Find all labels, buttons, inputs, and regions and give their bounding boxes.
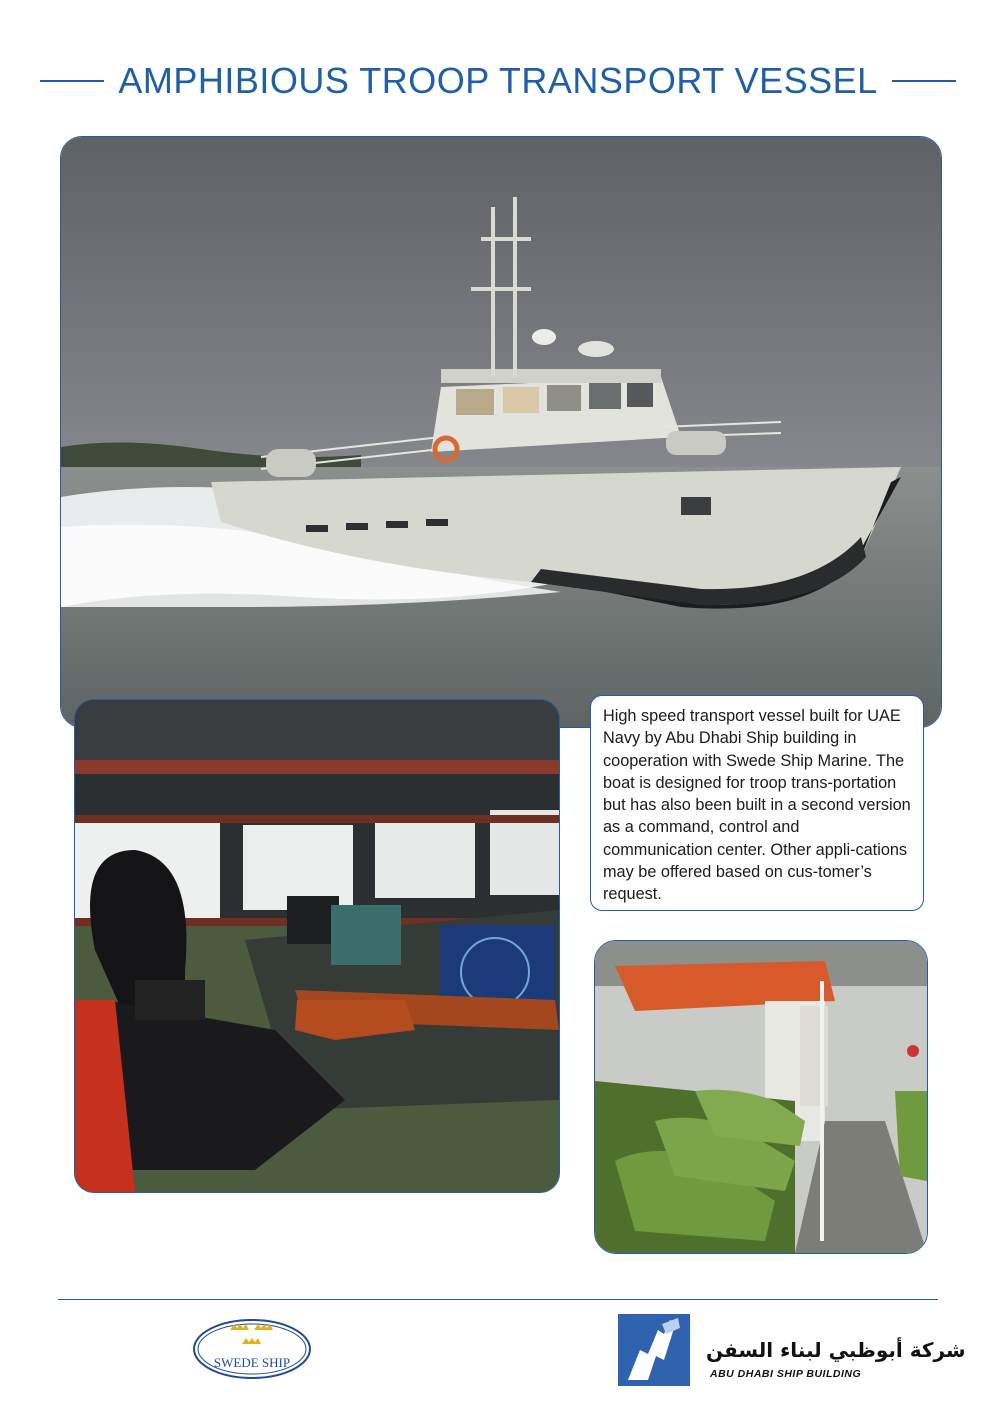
footer-rule <box>58 1299 938 1300</box>
bridge-photo <box>74 699 560 1193</box>
abu-dhabi-ship-building-logo <box>618 1310 966 1398</box>
description-text: High speed transport vessel built for UAE Navy by Abu Dhabi Ship building in cooperation with Swede Ship Marine. The boat is designed for troop trans-portation but has also been built in a second version as a command, control and communication center. Other appli-cations may be offered based on cus-tomer’s request. <box>603 707 911 904</box>
description-box <box>590 695 924 911</box>
title-rule-right <box>892 80 956 82</box>
vessel-photo <box>60 136 942 728</box>
abu-dhabi-logo-english: ABU DHABI SHIP BUILDING <box>710 1368 862 1380</box>
swede-ship-logo <box>192 1318 312 1380</box>
cabin-photo <box>594 940 928 1254</box>
page-title: AMPHIBIOUS TROOP TRANSPORT VESSEL <box>118 60 878 101</box>
title-rule-left <box>40 80 104 82</box>
abu-dhabi-logo-arabic: شركة أبوظبي لبناء السفن <box>706 1338 966 1362</box>
swede-ship-logo-text: SWEDE SHIP <box>213 1355 291 1370</box>
page-header <box>58 58 938 104</box>
